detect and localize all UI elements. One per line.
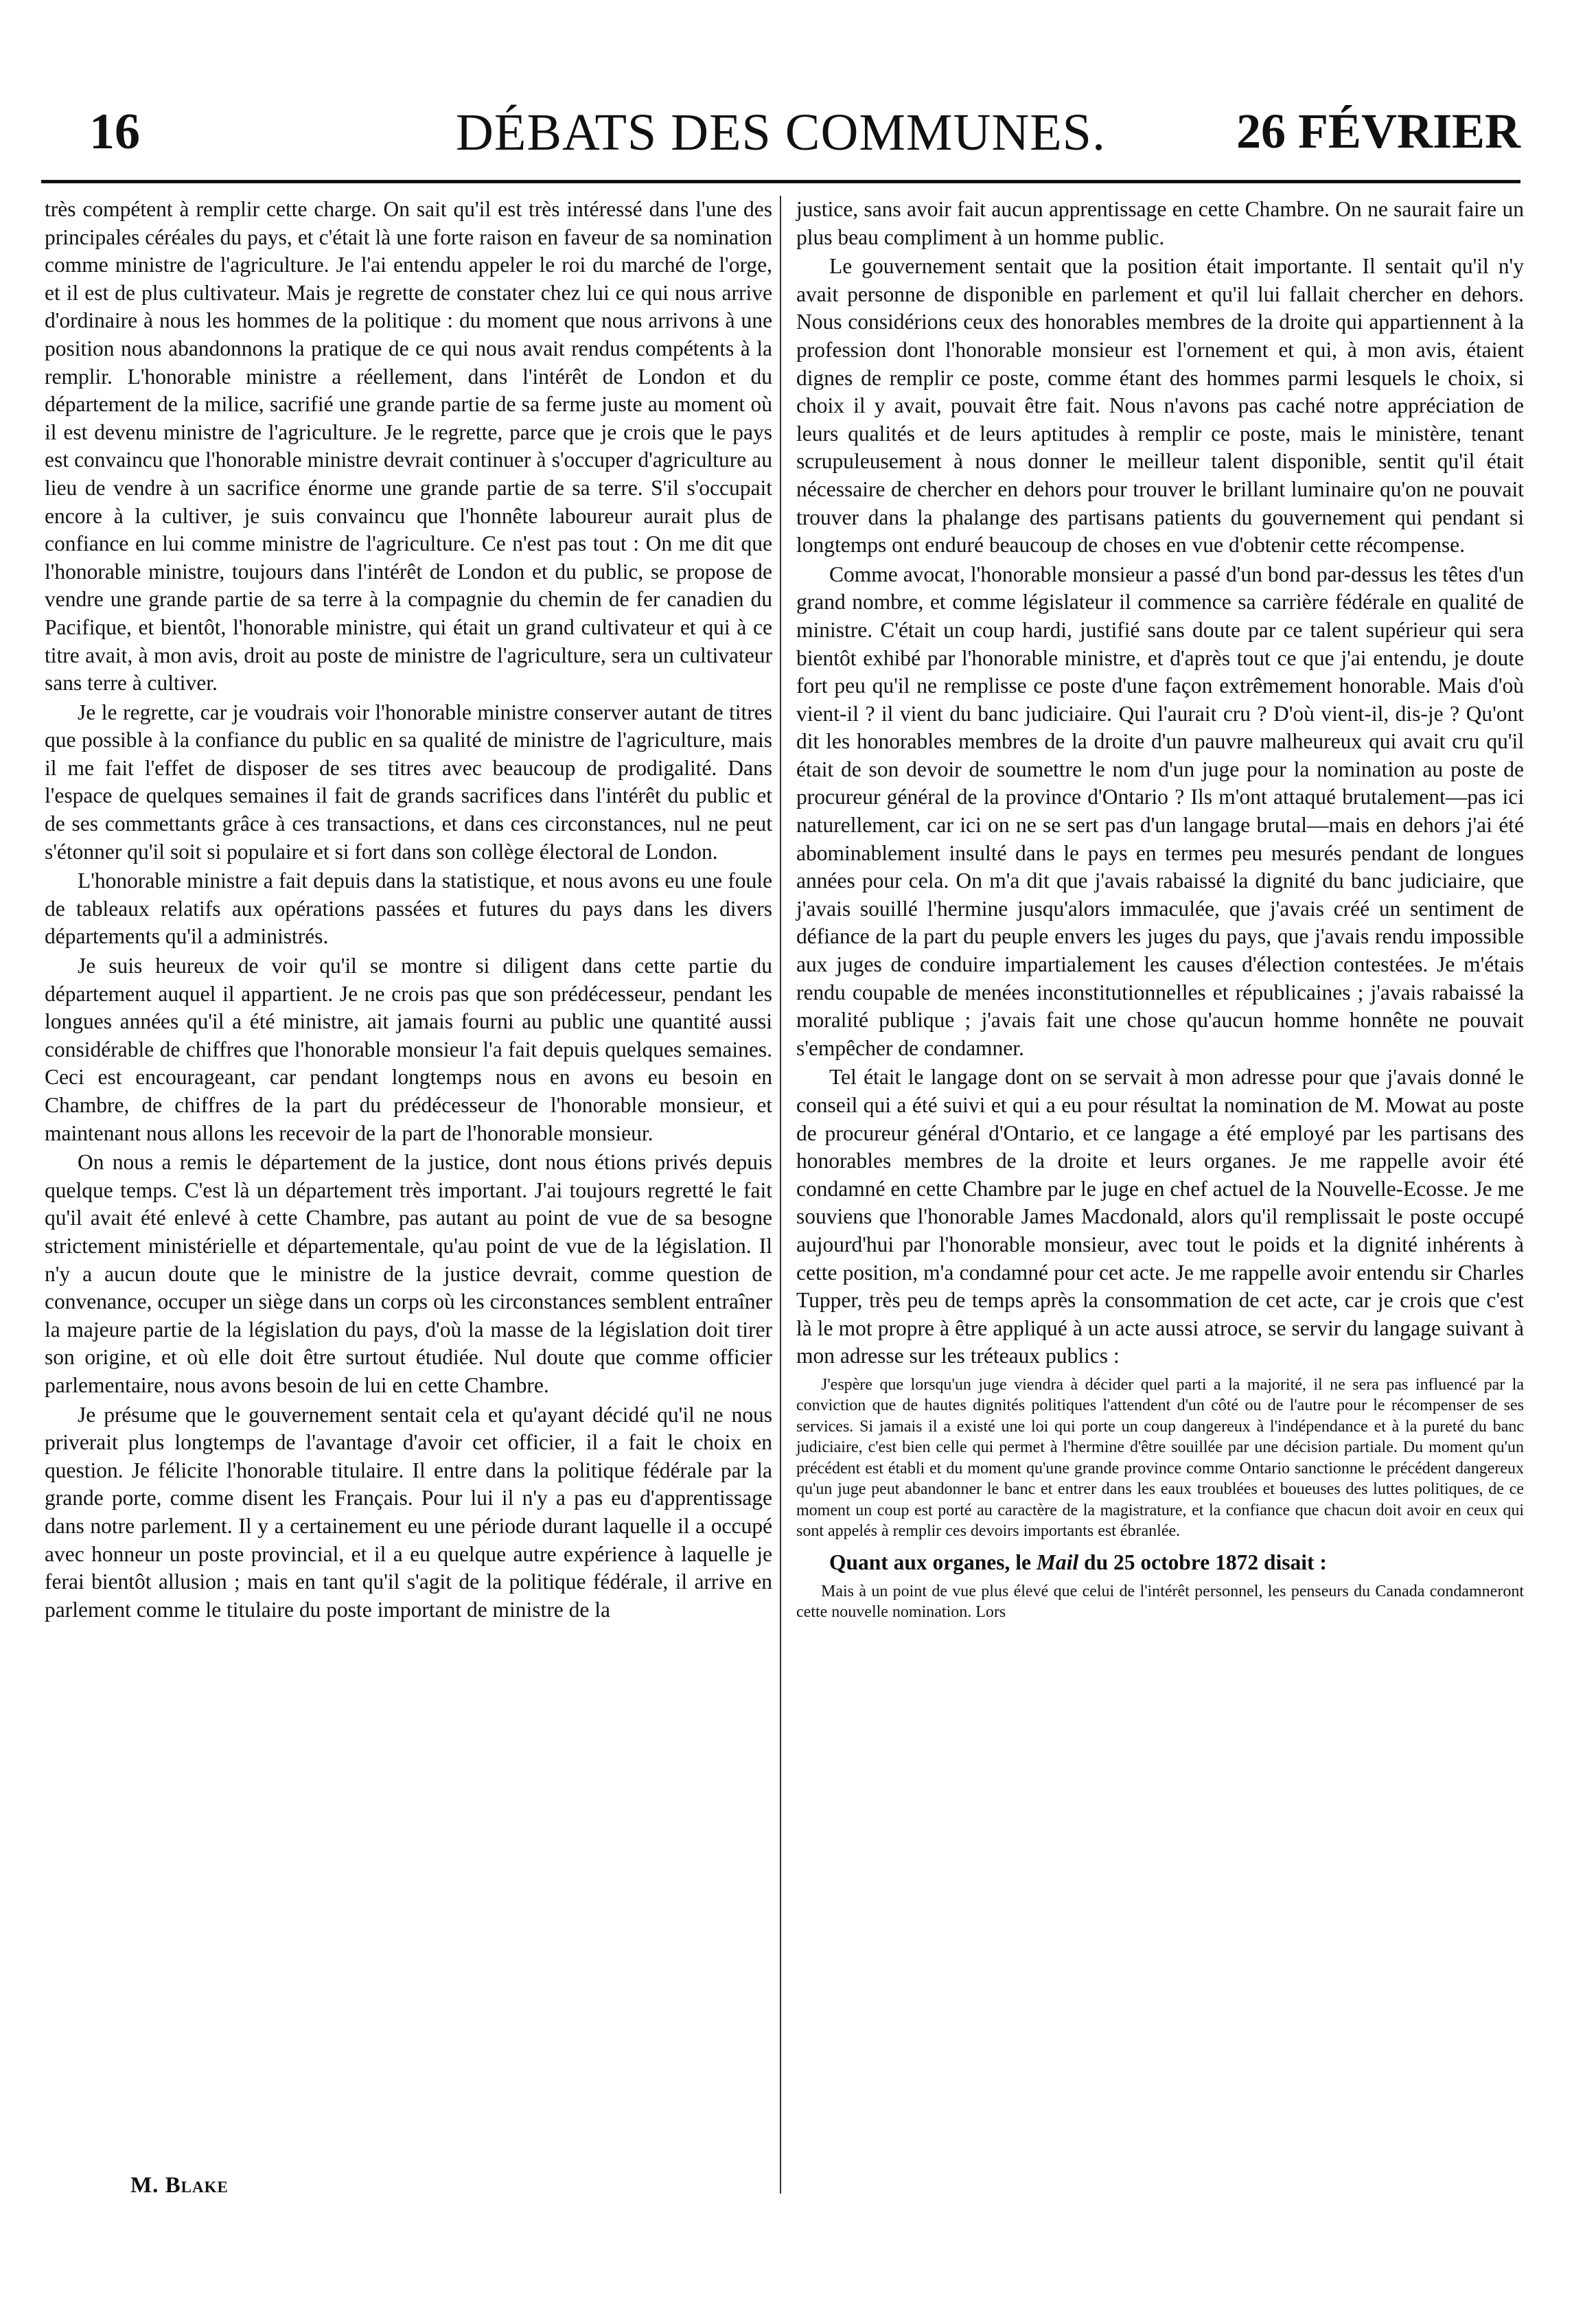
newspaper-name: Mail [1036,1550,1079,1574]
quotation-block [796,1375,1524,1542]
paragraph: Je suis heureux de voir qu'il se montre si diligent dans cette partie du département auquel il appartient. Je ne crois pas que son prédécesseur, pendant les longues années qu'il a été ministre, ait jamais fourni au public une quantité aussi considérable de chiffres que l'honorable monsieur l'a fait depuis quelques semaines. Ceci est encourageant, car pendant longtemps nous en avons eu besoin en Chambre, de chiffres de la part du prédécesseur de l'honorable monsieur, et maintenant nous allons les recevoir de la part de l'honorable monsieur. [45,954,772,1145]
paragraph: Je présume que le gouvernement sentait cela et qu'ayant décidé qu'il ne nous priverait plus longtemps de l'avantage d'avoir cet officier, il a fait le choix en question. Je félicite l'honorable titulaire. Il entre dans la politique fédérale par la grande porte, comme disent les Français. Pour lui il n'y a pas eu d'apprentissage dans notre parlement. Il y a certainement eu une période durant laquelle il a occupé avec honneur un poste provincial, et il a eu quelque autre expérience à laquelle je ferai bientôt allusion ; mais en tant qu'il s'agit de la politique fédérale, il arrive en parlement comme le titulaire du poste important de ministre de la [45,1402,772,1622]
quotation-text: J'espère que lorsqu'un juge viendra à décider quel parti a la majorité, il ne sera pas influencé par la conviction que de hautes dignités politiques l'attendent d'un côté ou de l'autre pour le récompenser de ses services. Si jamais il a existé une loi qui porte un coup dangereux à l'indépendance et à la pureté du banc judiciaire, c'est bien celle qui permet à l'hermine d'être souillée par une décision partiale. Du moment qu'un précédent est établi et du moment qu'une grande province comme Ontario sanctionne le précédent dangereux qu'un juge peut abandonner le banc et entrer dans les eaux troublées et boueuses des luttes politiques, de ce moment un coup est porté au caractère de la magistrature, et la confiance que chacun doit avoir en ceux qui sont appelés à remplir ces devoirs importants est ébranlée. [796,1375,1524,1541]
page-header [41,103,1520,179]
column-divider [780,196,781,2194]
paragraph: Tel était le langage dont on se servait à mon adresse pour que j'avais donné le conseil qui a été suivi et qui a eu pour résultat la nomination de M. Mowat au poste de procureur général d'Ontario, et ce langage a été employé par les partisans des honorables membres de la droite et leurs organes. Je me rappelle avoir été condamné en cette Chambre par le juge en chef actuel de la Nouvelle-Ecosse. Je me souviens que l'honorable James Macdonald, alors qu'il remplissait le poste occupé aujourd'hui par l'honorable monsieur, avec tout le poids et la dignité inhérents à cette position, m'a condamné pour cet acte. Je me rappelle avoir entendu sir Charles Tupper, très peu de temps après la consommation de cet acte, car je crois que c'est là le mot propre à être appliqué à un acte aussi atroce, se servir du langage suivant à mon adresse sur les tréteaux publics : [796,1065,1524,1368]
header-rule [41,180,1520,183]
page-number: 16 [89,104,140,160]
paragraph: Je le regrette, car je voudrais voir l'honorable ministre conserver autant de titres que possible à la confiance du public en sa qualité de ministre de l'agriculture, mais il me fait l'effet de disposer de ses titres avec beaucoup de prodigalité. Dans l'espace de quelques semaines il fait de grands sacrifices dans l'intérêt du public et de ses commettants grâce à ces transactions, et dans ces circonstances, nul ne peut s'étonner qu'il soit si populaire et si fort dans son collège électoral de London. [45,700,772,864]
quotation-intro-after: du 25 octobre 1872 disait : [1078,1550,1327,1574]
right-column [796,196,1524,1630]
quotation-block [796,1581,1524,1623]
page-date: 26 FÉVRIER [1236,104,1520,159]
paragraph: très compétent à remplir cette charge. On sait qu'il est très intéressé dans l'une des principales céréales du pays, et c'était là une forte raison en faveur de sa nomination comme ministre de l'agriculture. Je l'ai entendu appeler le roi du marché de l'orge, et il est de plus cultivateur. Mais je regrette de constater chez lui ce qui nous arrive d'ordinaire à nous les hommes de la politique : du moment que nous arrivons à une position nous abandonnons la pratique de ce qui nous avait rendus compétents à la remplir. L'honorable ministre a réellement, dans l'intérêt de London et du département de la milice, sacrifié une grande partie de sa ferme juste au moment où il est devenu ministre de l'agriculture. Je le regrette, parce que je crois que le pays est convaincu que l'honorable ministre devrait continuer à s'occuper d'agriculture au lieu de vendre à un sacrifice énorme une grande partie de sa terre. S'il s'occupait encore à la cultiver, je suis convaincu que l'honnête laboureur aurait plus de confiance en lui comme ministre de l'agriculture. Ce n'est pas tout : On me dit que l'honorable ministre, toujours dans l'intérêt de London et du public, se propose de vendre une grande partie de sa terre à la compagnie du chemin de fer canadien du Pacifique, et bientôt, l'honorable ministre, qui était un grand cultivateur et qui à ce titre avait, à mon avis, droit au poste de ministre de l'agriculture, sera un cultivateur sans terre à cultiver. [45,197,772,696]
paragraph: L'honorable ministre a fait depuis dans la statistique, et nous avons eu une foule de tableaux relatifs aux opérations passées et futures du pays dans les divers départements qu'il a administrés. [45,869,772,949]
paragraph: Comme avocat, l'honorable monsieur a passé d'un bond par-dessus les têtes d'un grand nombre, et comme législateur il commence sa carrière fédérale en qualité de ministre. C'était un coup hardi, justifié sans doute par ce talent supérieur qui sera bientôt exhibé par l'honorable ministre, et d'après tout ce que j'ai entendu, je doute fort peu qu'il ne remplisse ce poste d'une façon extrêmement honorable. Mais d'où vient-il ? il vient du banc judiciaire. Qui l'aurait cru ? D'où vient-il, dis-je ? Qu'ont dit les honorables membres de la droite d'un pauvre malheureux qui avait cru qu'il était de son devoir de soumettre le nom d'un juge pour la nomination au poste de procureur général de la province d'Ontario ? Ils m'ont attaqué brutalement—pas ici naturellement, car ici on ne se sert pas d'un langage brutal—mais en dehors j'ai été abominablement insulté dans le pays en termes peu mesurés pendant de longues années pour cela. On m'a dit que j'avais rabaissé la dignité du banc judiciaire, que j'avais souillé l'hermine jusqu'alors immaculée, que j'avais créé un sentiment de défiance de la part du peuple envers les juges du pays, que j'avais rendu impossible aux juges de conduire impartialement les causes d'élection contestées. Je m'étais rendu coupable de menées inconstitutionnelles et républicaines ; j'avais rabaissé la moralité publique ; j'avais fait une chose qu'aucun homme honnête ne pouvait s'empêcher de condamner. [796,562,1524,1060]
paragraph: justice, sans avoir fait aucun apprentissage en cette Chambre. On ne saurait faire un plus beau compliment à un homme public. [796,197,1524,249]
quotation-text: Mais à un point de vue plus élevé que celui de l'intérêt personnel, les penseurs du Canada condamneront cette nouvelle nomination. Lors [796,1582,1524,1622]
speaker-name: M. Blake [130,2173,229,2198]
page-title: DÉBATS DES COMMUNES. [456,104,1106,161]
left-column [45,196,772,1624]
paragraph: Le gouvernement sentait que la position était importante. Il sentait qu'il n'y avait personne de disponible en parlement et qu'il lui fallait chercher en dehors. Nous considérions ceux des honorables membres de la droite qui appartiennent à la profession dont l'honorable monsieur est l'ornement et qui, à mon avis, étaient dignes de remplir ce poste, comme étant des hommes parmi lesquels le choix, si choix il y avait, pouvait être fait. Nous n'avons pas caché notre appréciation de leurs qualités et de leurs aptitudes à remplir ce poste, mais le ministère, tenant scrupuleusement à nous donner le meilleur talent disponible, sentit qu'il était nécessaire de chercher en dehors pour trouver le brillant luminaire qu'on ne pouvait trouver dans la phalange des partisans patients du gouvernement qui pendant si longtemps ont enduré beaucoup de choses en vue d'obtenir cette récompense. [796,254,1524,557]
quotation-intro-before: Quant aux organes, le [829,1550,1037,1574]
paragraph: On nous a remis le département de la justice, dont nous étions privés depuis quelque temps. C'est là un département très important. J'ai toujours regretté le fait qu'il avait été enlevé à cette Chambre, pas autant au point de vue de sa besogne strictement ministérielle et départementale, qu'au point de vue de la législation. Il n'y a aucun doute que le ministre de la justice devrait, comme question de convenance, occuper un siège dans un corps où les circonstances semblent entraîner la majeure partie de la législation du pays, d'où la masse de la législation doit tirer son origine, et où elle doit être surtout étudiée. Nul doute que comme officier parlementaire, nous avons besoin de lui en cette Chambre. [45,1150,772,1397]
quotation-intro [796,1549,1524,1577]
